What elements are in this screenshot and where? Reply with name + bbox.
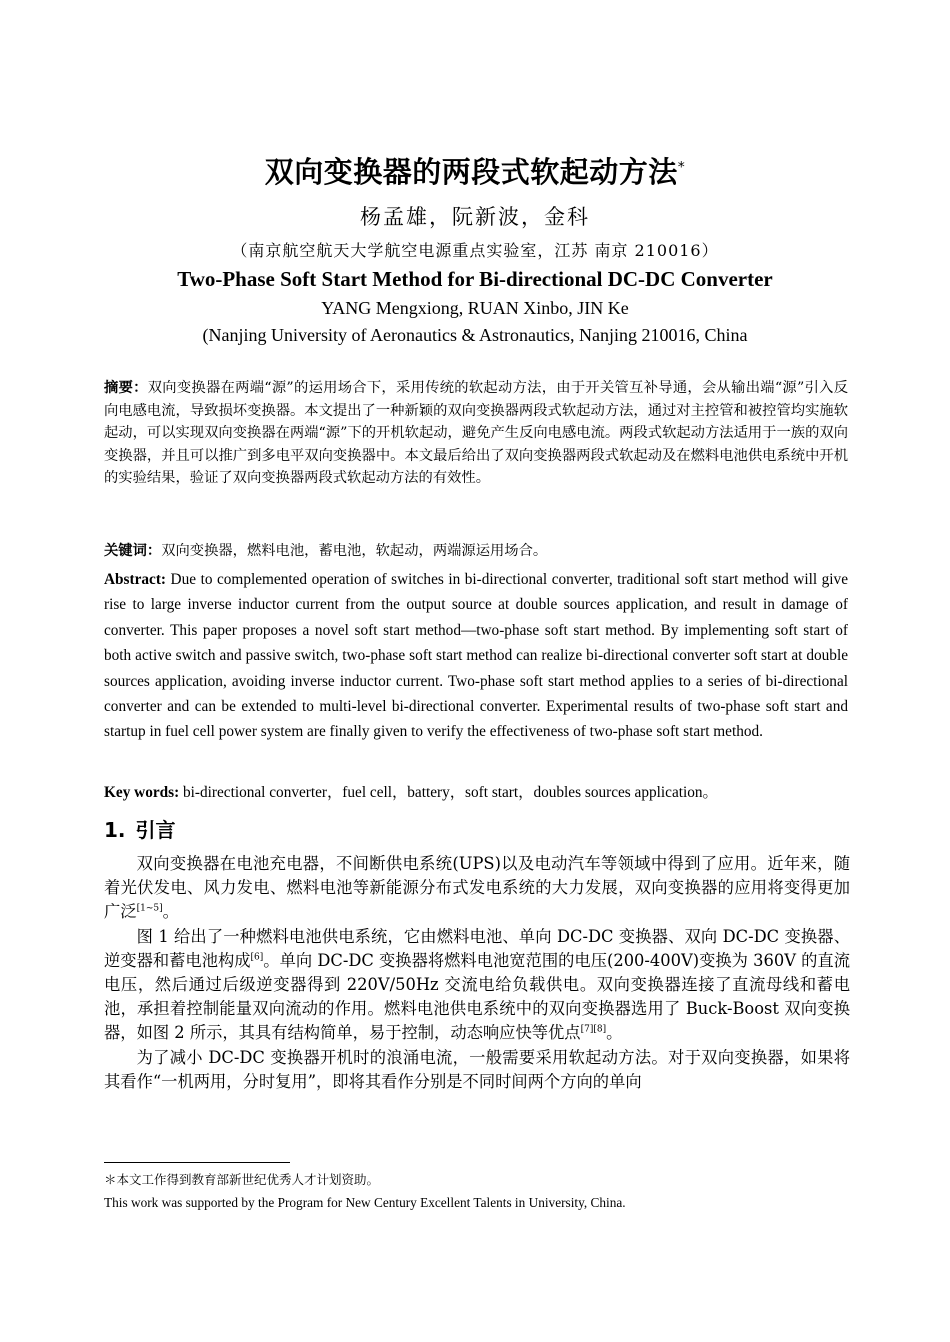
abstract-en-text: Due to complemented operation of switches in bi-directional converter, traditional soft start method will give rise to large inverse inductor current from the output source at double sources application, and result in damage of converter. This paper proposes a novel soft start method—two-phase soft start method. By implementing soft start of both active switch and passive switch, two-phase soft start method can realize bi-directional converter soft start at double sources application, avoiding inverse inductor current. Two-phase soft start method applies to a series of bi-directional converter and can be extended to multi-level bi-directional converter. Experimental results of two-phase soft start and startup in fuel cell power system are finally given to verify the effectiveness of two-phase soft start method. [104,571,848,741]
section-heading [104,814,186,843]
footnote-divider [104,1162,290,1163]
paragraph-3: 为了减小 DC-DC 变换器开机时的浪涌电流，一般需要采用软起动方法。对于双向变换器，如果将其看作“一机两用，分时复用”，即将其看作分别是不同时间两个方向的单向 [104,1047,850,1091]
abstract-cn-text: 双向变换器在两端“源”的运用场合下，采用传统的软起动方法，由于开关管互补导通，会从输出端“源”引入反向电感电流，导致损坏变换器。本文提出了一种新颖的双向变换器两段式软起动方法，通过对主控管和被控管均实施软起动，可以实现双向变换器在两端“源”下的开机软起动，避免产生反向电感电流。两段式软起动方法适用于一族的双向变换器，并且可以推广到多电平双向变换器中。本文最后给出了双向变换器两段式软起动及在燃料电池供电系统中开机的实验结果，验证了双向变换器两段式软起动方法的有效性。 [104,380,849,487]
keywords-en [104,782,848,804]
authors-en: YANG Mengxiong, RUAN Xinbo, JIN Ke [321,298,629,318]
citation: [1~5] [136,903,163,914]
affiliation-cn: （南京航空航天大学航空电源重点实验室，江苏 南京 210016） [231,241,719,260]
abstract-en-label: Abstract: [104,571,167,588]
section-title: 引言 [135,818,176,842]
footnote-cn: ＊本文工作得到教育部新世纪优秀人才计划资助。 [104,1172,380,1187]
paragraph-2: 图 1 给出了一种燃料电池供电系统，它由燃料电池、单向 DC-DC 变换器、双向 DC-DC 变换器、逆变器和蓄电池构成[6]。单向 DC-DC 变换器将燃料电池宽范围的电压(200-400V)变换为 360V 的直流电压，然后通过后级逆变器得到 220V/50Hz 交流电给负载供电。双向变换器连接了直流母线和蓄电池，承担着控制能量双向流动的作用。燃料电池供电系统中的双向变换器选用了 Buck-Boost 双向变换器，如图 2 所示，其具有结构简单，易于控制，动态响应快等优点[7][8]。 [104,926,850,1043]
section-number: 1. [104,818,126,842]
citation: [6] [250,952,264,963]
keywords-en-label: Key words: [104,784,180,801]
keywords-cn [104,540,848,562]
keywords-en-text: bi-directional converter，fuel cell，battery，soft start，doubles sources application。 [179,784,718,801]
keywords-cn-text: 双向变换器，燃料电池，蓄电池，软起动，两端源运用场合。 [161,543,548,559]
abstract-cn [104,377,848,490]
affiliation-en: (Nanjing University of Aeronautics & Astronautics, Nanjing 210016, China [202,325,748,345]
keywords-cn-label: 关键词： [104,543,162,559]
abstract-en [104,567,848,745]
title-footnote-mark: * [677,159,686,176]
section-body [104,852,850,1094]
authors-cn: 杨孟雄，阮新波，金科 [360,205,590,229]
abstract-cn-label: 摘要： [104,380,148,396]
citation: [7][8] [580,1025,607,1035]
paragraph-1: 双向变换器在电池充电器，不间断供电系统(UPS)以及电动汽车等领域中得到了应用。近年来，随着光伏发电、风力发电、燃料电池等新能源分布式发电系统的大力发展，双向变换器的应用将变得更加广泛[1~5]。 [104,854,850,922]
paper-title-en: Two-Phase Soft Start Method for Bi-directional DC-DC Converter [177,267,773,291]
paper-title-cn: 双向变换器的两段式软起动方法* [264,155,686,189]
footnote-en: This work was supported by the Program for New Century Excellent Talents in University, China. [104,1195,626,1210]
